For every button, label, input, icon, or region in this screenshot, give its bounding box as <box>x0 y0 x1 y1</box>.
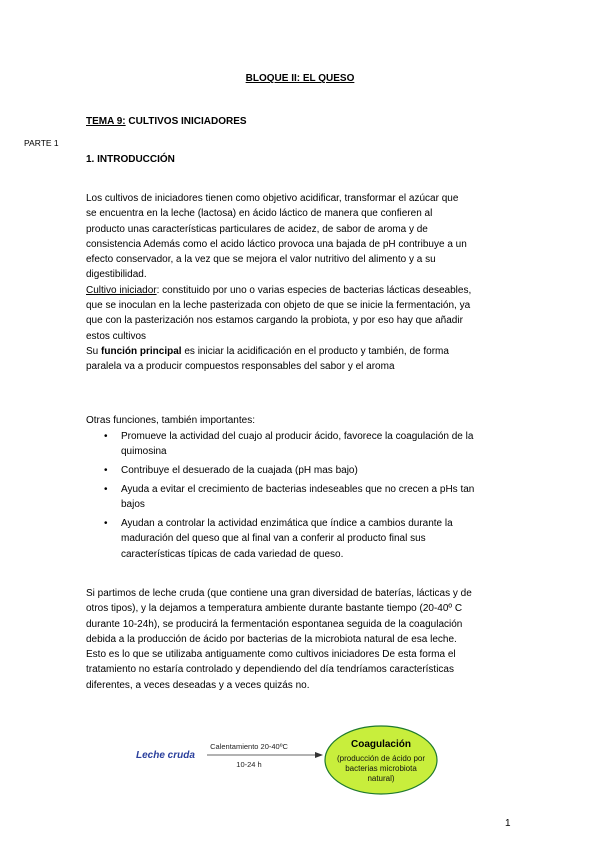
text-line: otros tipos), y la dejamos a temperatura ambiente durante bastante tiempo (20-40º C <box>86 603 463 615</box>
text-line: digestibilidad. <box>86 269 147 281</box>
defined-term: Cultivo iniciador <box>86 284 157 296</box>
text-line: Su función principal es iniciar la acidificación en el producto y también, de forma <box>86 345 449 357</box>
text-line: que con la pasterización nos estamos cargando la probiota, y por eso hay que añadir <box>86 315 463 327</box>
section-heading: 1. INTRODUCCIÓN <box>86 154 175 165</box>
text-line: Los cultivos de iniciadores tienen como objetivo acidificar, transformar el azúcar que <box>86 193 459 204</box>
other-functions-heading: Otras funciones, también importantes: <box>86 415 255 426</box>
arrow-bottom-label: 10-24 h <box>236 760 262 769</box>
text-line: durante 10-24h), se producirá la fermentación espontanea seguida de la coagulación <box>86 618 463 630</box>
bold-term: función principal <box>101 345 182 357</box>
list-item: • Promueve la actividad del cuajo al producir ácido, favorece la coagulación de la quimosina <box>104 429 524 460</box>
document-title: BLOQUE II: EL QUESO <box>245 73 355 84</box>
text-line: que se inoculan en la leche pasterizada con objeto de que se inicie la fermentación, ya <box>86 300 471 312</box>
text-line: tratamiento no estaría controlado y dependiendo del día tendríamos características <box>86 664 454 676</box>
text-line: se encuentra en la leche (lactosa) en ácido láctico de manera que confieren al <box>86 208 433 220</box>
functions-list <box>104 429 524 565</box>
text-line: consistencia Además como el acido láctico provoca una bajada de pH contribuye a un <box>86 238 467 250</box>
topic-title: CULTIVOS INICIADORES <box>125 116 247 127</box>
list-item: • Contribuye el desuerado de la cuajada (pH mas bajo) <box>104 463 524 478</box>
list-item: • Ayuda a evitar el crecimiento de bacterias indeseables que no crecen a pHs tan bajos <box>104 482 524 513</box>
arrow-top-label: Calentamiento 20-40ºC <box>210 742 288 751</box>
result-line: (producción de ácido por <box>336 754 426 763</box>
topic-number: TEMA 9: <box>86 116 126 127</box>
text-line: debida a la producción de ácido por bacterias de la microbiota natural de esa leche. <box>86 633 457 645</box>
text-line: Si partimos de leche cruda (que contiene una gran diversidad de baterías, lácticas y de <box>86 588 472 599</box>
text-line: diferentes, a veces deseadas y a veces quizás no. <box>86 679 310 691</box>
text-line: efecto conservador, a la vez que se mejora el valor nutritivo del alimento y a su <box>86 254 436 266</box>
part-label: PARTE 1 <box>24 138 59 148</box>
list-item: • Ayudan a controlar la actividad enzimática que índice a cambios durante la maduración del queso que al final van a conferir al producto final sus características típicas de cada variedad de queso. <box>104 516 524 562</box>
text-line: estos cultivos <box>86 330 147 342</box>
text-line: Cultivo iniciador: constituido por uno o varias especies de bacterias lácticas deseables, <box>86 284 472 296</box>
result-line: bacterias microbiota <box>345 764 417 773</box>
arrow-head-icon <box>315 752 323 758</box>
paragraph-intro <box>86 191 516 375</box>
result-line: natural) <box>367 774 395 783</box>
paragraph-raw-milk <box>86 586 516 693</box>
text-line: Esto es lo que se utilizaba antiguamente como cultivos iniciadores De esta forma el <box>86 649 456 661</box>
text-line: paralela va a producir compuestos responsables del sabor y el aroma <box>86 361 395 373</box>
process-diagram <box>120 725 500 800</box>
result-title: Coagulación <box>350 739 412 750</box>
diagram-source-label: Leche cruda <box>136 750 195 761</box>
topic-heading <box>86 116 247 127</box>
page-number: 1 <box>505 818 511 829</box>
text-line: producto unas características particulares de acidez, de sabor de aroma y de <box>86 223 428 235</box>
